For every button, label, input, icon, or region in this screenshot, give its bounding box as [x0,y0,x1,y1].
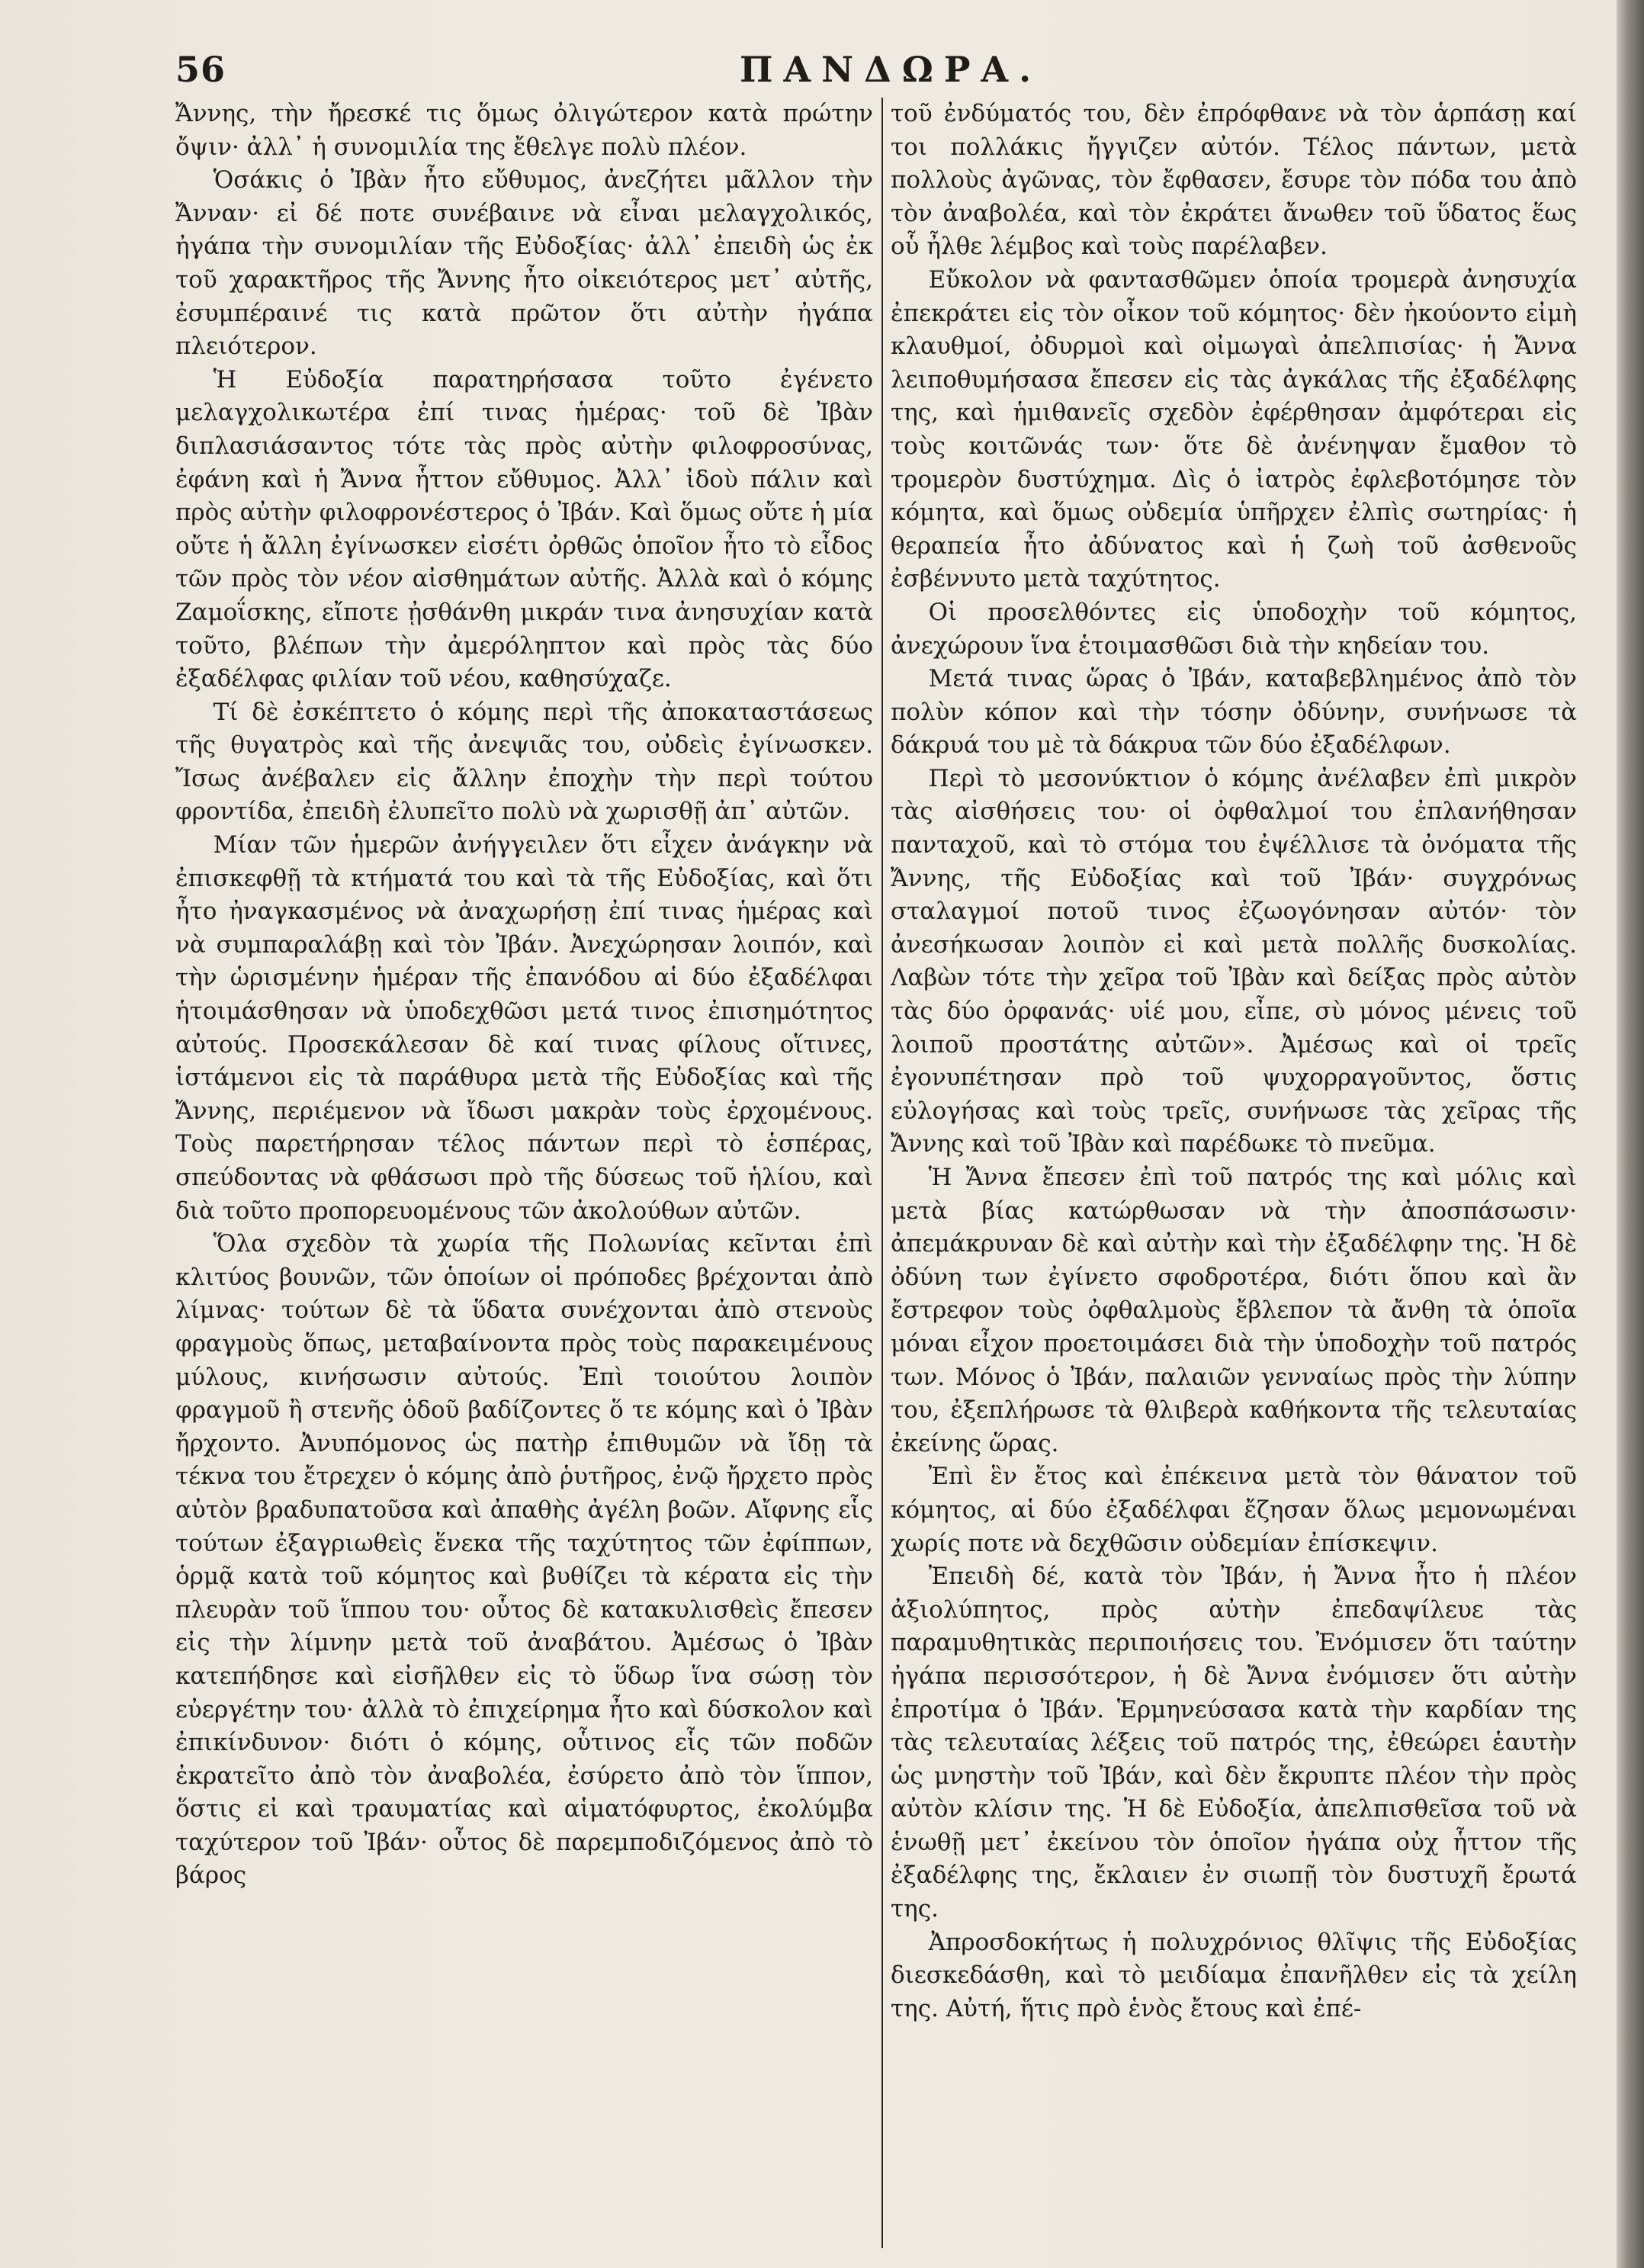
paragraph: Ὅλα σχεδὸν τὰ χωρία τῆς Πολωνίας κεῖνται ἐπὶ κλιτύος βουνῶν, τῶν ὁποίων οἱ πρόποδες βρέχονται ἀπὸ λίμνας· τούτων δὲ τὰ ὕδατα συνέχονται ἀπὸ στενοὺς φραγμοὺς ὅπως, μεταβαίνοντα πρὸς τοὺς παρακειμένους μύλους, κινήσωσιν αὐτούς. Ἐπὶ τοιούτου λοιπὸν φραγμοῦ ἢ στενῆς ὁδοῦ βαδίζοντες ὅ τε κόμης καὶ ὁ Ἰβὰν ἤρχοντο. Ἀνυπόμονος ὡς πατὴρ ἐπιθυμῶν νὰ ἴδῃ τὰ τέκνα του ἔτρεχεν ὁ κόμης ἀπὸ ῥυτῆρος, ἐνῷ ἤρχετο πρὸς αὐτὸν βραδυπατοῦσα καὶ ἀπαθὴς ἀγέλη βοῶν. Αἴφνης εἷς τούτων ἐξαγριωθεὶς ἕνεκα τῆς ταχύτητος τῶν ἐφίππων, ὁρμᾷ κατὰ τοῦ κόμητος καὶ βυθίζει τὰ κέρατα εἰς τὴν πλευρὰν τοῦ ἵππου του· οὗτος δὲ κατακυλισθεὶς ἔπεσεν εἰς τὴν λίμνην μετὰ τοῦ ἀναβάτου. Ἀμέσως ὁ Ἰβὰν κατεπήδησε καὶ εἰσῆλθεν εἰς τὸ ὕδωρ ἵνα σώσῃ τὸν εὐεργέτην του· ἀλλὰ τὸ ἐπιχείρημα ἦτο καὶ δύσκολον καὶ ἐπικίνδυνον· διότι ὁ κόμης, οὗτινος εἷς τῶν ποδῶν ἐκρατεῖτο ἀπὸ τὸν ἀναβολέα, ἐσύρετο ἀπὸ τὸν ἵππον, ὅστις εἰ καὶ τραυματίας καὶ αἱματόφυρτος, ἐκολύμβα ταχύτερον τοῦ Ἰβάν· οὗτος δὲ παρεμποδιζόμενος ἀπὸ τὸ βάρος [175,1230,873,1890]
paragraph: Ἐπὶ ἓν ἔτος καὶ ἐπέκεινα μετὰ τὸν θάνατον τοῦ κόμητος, αἱ δύο ἐξαδέλφαι ἔζησαν ὅλως μεμονωμέναι χωρίς ποτε νὰ δεχθῶσιν οὐδεμίαν ἐπίσκεψιν. [891,1463,1577,1557]
paragraph: Ὁσάκις ὁ Ἰβὰν ἦτο εὔθυμος, ἀνεζήτει μᾶλλον τὴν Ἄνναν· εἰ δέ ποτε συνέβαινε νὰ εἶναι μελαγχολικός, ἠγάπα τὴν συνομιλίαν τῆς Εὐδοξίας· ἀλλ᾽ ἐπειδὴ ὡς ἐκ τοῦ χαρακτῆρος τῆς Ἄννης ἦτο οἰκειότερος μετ᾽ αὐτῆς, ἐσυμπέραινέ τις κατὰ πρῶτον ὅτι αὐτὴν ἠγάπα πλειότερον. [175,166,873,361]
page-number: 56 [175,49,226,90]
paragraph: Περὶ τὸ μεσονύκτιον ὁ κόμης ἀνέλαβεν ἐπὶ μικρὸν τὰς αἰσθήσεις του· οἱ ὀφθαλμοί του ἐπλανήθησαν πανταχοῦ, καὶ τὸ στόμα του ἐψέλλισε τὰ ὀνόματα τῆς Ἄννης, τῆς Εὐδοξίας καὶ τοῦ Ἰβάν· συγχρόνως σταλαγμοί ποτοῦ τινος ἐζωογόνησαν αὐτόν· τὸν ἀνεσήκωσαν λοιπὸν εἰ καὶ μετὰ πολλῆς δυσκολίας. Λαβὼν τότε τὴν χεῖρα τοῦ Ἰβὰν καὶ δείξας πρὸς αὐτὸν τὰς δύο ὀρφανάς· υἱέ μου, εἶπε, σὺ μόνος μένεις τοῦ λοιποῦ προστάτης αὐτῶν». Ἀμέσως καὶ οἱ τρεῖς ἐγονυπέτησαν πρὸ τοῦ ψυχορραγοῦντος, ὅστις εὐλογήσας καὶ τοὺς τρεῖς, συνήνωσε τὰς χεῖρας τῆς Ἄννης καὶ τοῦ Ἰβὰν καὶ παρέδωκε τὸ πνεῦμα. [891,764,1577,1158]
paragraph: Ἡ Εὐδοξία παρατηρήσασα τοῦτο ἐγένετο μελαγχολικωτέρα ἐπί τινας ἡμέρας· τοῦ δὲ Ἰβὰν διπλασιάσαντος τότε τὰς πρὸς αὐτὴν φιλοφροσύνας, ἐφάνη καὶ ἡ Ἄννα ἧττον εὔθυμος. Ἀλλ᾽ ἰδοὺ πάλιν καὶ πρὸς αὐτὴν φιλοφρονέστερος ὁ Ἰβάν. Καὶ ὅμως οὔτε ἡ μία οὔτε ἡ ἄλλη ἐγίνωσκεν εἰσέτι ὀρθῶς ὁποῖον ἦτο τὸ εἶδος τῶν πρὸς τὸν νέον αἰσθημάτων αὐτῆς. Ἀλλὰ καὶ ὁ κόμης Ζαμοΐσκης, εἴποτε ᾐσθάνθη μικράν τινα ἀνησυχίαν κατὰ τοῦτο, βλέπων τὴν ἀμερόληπτον καὶ πρὸς τὰς δύο ἐξαδέλφας φιλίαν τοῦ νέου, καθησύχαζε. [175,365,873,693]
paragraph: Οἱ προσελθόντες εἰς ὑποδοχὴν τοῦ κόμητος, ἀνεχώρουν ἵνα ἑτοιμασθῶσι διὰ τὴν κηδείαν του. [891,598,1577,660]
paragraph: Ἡ Ἄννα ἔπεσεν ἐπὶ τοῦ πατρός της καὶ μόλις καὶ μετὰ βίας κατώρθωσαν νὰ τὴν ἀποσπάσωσιν· ἀπεμάκρυναν δὲ καὶ αὐτὴν καὶ τὴν ἐξαδέλφην της. Ἡ δὲ ὀδύνη των ἐγίνετο σφοδροτέρα, διότι ὅπου καὶ ἂν ἔστρεφον τοὺς ὀφθαλμοὺς ἔβλεπον τὰ ἄνθη τὰ ὁποῖα μόναι εἶχον προετοιμάσει διὰ τὴν ὑποδοχὴν τοῦ πατρός των. Μόνος ὁ Ἰβάν, παλαιῶν γενναίως πρὸς τὴν λύπην του, ἐξεπλήρωσε τὰ θλιβερὰ καθήκοντα τῆς τελευταίας ἐκείνης ὥρας. [891,1164,1577,1457]
paragraph: Ἐπειδὴ δέ, κατὰ τὸν Ἰβάν, ἡ Ἄννα ἦτο ἡ πλέον ἀξιολύπητος, πρὸς αὐτὴν ἐπεδαψίλευε τὰς παραμυθητικὰς περιποιήσεις του. Ἐνόμισεν ὅτι ταύτην ἠγάπα περισσότερον, ἡ δὲ Ἄννα ἐνόμισεν ὅτι αὐτὴν ἐπροτίμα ὁ Ἰβάν. Ἑρμηνεύσασα κατὰ τὴν καρδίαν της τὰς τελευταίας λέξεις τοῦ πατρός της, ἐθεώρει ἑαυτὴν ὡς μνηστὴν τοῦ Ἰβάν, καὶ δὲν ἔκρυπτε πλέον τὴν πρὸς αὐτὸν κλίσιν της. Ἡ δὲ Εὐδοξία, ἀπελπισθεῖσα τοῦ νὰ ἑνωθῇ μετ᾽ ἐκείνου τὸν ὁποῖον ἠγάπα οὐχ ἧττον τῆς ἐξαδέλφης της, ἔκλαιεν ἐν σιωπῇ τὸν δυστυχῆ ἔρωτά της. [891,1563,1577,1923]
paragraph: Μετά τινας ὥρας ὁ Ἰβάν, καταβεβλημένος ἀπὸ τὸν πολὺν κόπον καὶ τὴν τόσην ὀδύνην, συνήνωσε τὰ δάκρυά του μὲ τὰ δάκρυα τῶν δύο ἐξαδέλφων. [891,665,1577,760]
page-header [175,49,1586,95]
page-edge-shadow [1617,0,1644,2268]
running-title: ΠΑΝΔΩΡΑ. [740,49,1042,90]
paragraph: Εὔκολον νὰ φαντασθῶμεν ὁποία τρομερὰ ἀνησυχία ἐπεκράτει εἰς τὸν οἶκον τοῦ κόμητος· δὲν ἠκούοντο εἰμὴ κλαυθμοί, ὀδυρμοὶ καὶ οἰμωγαὶ ἀπελπισίας· ἡ Ἄννα λειποθυμήσασα ἔπεσεν εἰς τὰς ἀγκάλας τῆς ἐξαδέλφης της, καὶ ἡμιθανεῖς σχεδὸν ἐφέρθησαν ἀμφότεραι εἰς τοὺς κοιτῶνάς των· ὅτε δὲ ἀνένηψαν ἔμαθον τὸ τρομερὸν δυστύχημα. Δὶς ὁ ἰατρὸς ἐφλεβοτόμησε τὸν κόμητα, καὶ ὅμως οὐδεμία ὑπῆρχεν ἐλπὶς σωτηρίας· ἡ θεραπεία ἦτο ἀδύνατος καὶ ἡ ζωὴ τοῦ ἀσθενοῦς ἐσβέννυτο μετὰ ταχύτητος. [891,265,1577,593]
right-column [891,98,1577,2248]
paragraph: τοῦ ἐνδύματός του, δὲν ἐπρόφθανε νὰ τὸν ἁρπάσῃ καί τοι πολλάκις ἤγγιζεν αὐτόν. Τέλος πάντων, μετὰ πολλοὺς ἀγῶνας, τὸν ἔφθασεν, ἔσυρε τὸν πόδα του ἀπὸ τὸν ἀναβολέα, καὶ τὸν ἐκράτει ἄνωθεν τοῦ ὕδατος ἕως οὗ ἦλθε λέμβος καὶ τοὺς παρέλαβεν. [891,100,1577,261]
paragraph: Ἀπροσδοκήτως ἡ πολυχρόνιος θλῖψις τῆς Εὐδοξίας διεσκεδάσθη, καὶ τὸ μειδίαμα ἐπανῆλθεν εἰς τὰ χείλη της. Αὐτή, ἥτις πρὸ ἑνὸς ἔτους καὶ ἐπέ- [891,1928,1577,2022]
left-column [175,98,873,2248]
paragraph: Τί δὲ ἐσκέπτετο ὁ κόμης περὶ τῆς ἀποκαταστάσεως τῆς θυγατρὸς καὶ τῆς ἀνεψιᾶς του, οὐδεὶς ἐγίνωσκεν. Ἴσως ἀνέβαλεν εἰς ἄλλην ἐποχὴν τὴν περὶ τούτου φροντίδα, ἐπειδὴ ἐλυπεῖτο πολὺ νὰ χωρισθῇ ἀπ᾽ αὐτῶν. [175,698,873,826]
paragraph: Μίαν τῶν ἡμερῶν ἀνήγγειλεν ὅτι εἶχεν ἀνάγκην νὰ ἐπισκεφθῇ τὰ κτήματά του καὶ τὰ τῆς Εὐδοξίας, καὶ ὅτι ἦτο ἠναγκασμένος νὰ ἀναχωρήσῃ ἐπί τινας ἡμέρας καὶ νὰ συμπαραλάβῃ καὶ τὸν Ἰβάν. Ἀνεχώρησαν λοιπόν, καὶ τὴν ὡρισμένην ἡμέραν τῆς ἐπανόδου αἱ δύο ἐξαδέλφαι ἡτοιμάσθησαν νὰ ὑποδεχθῶσι μετά τινος ἐπισημότητος αὐτούς. Προσεκάλεσαν δὲ καί τινας φίλους οἵτινες, ἱστάμενοι εἰς τὰ παράθυρα μετὰ τῆς Εὐδοξίας καὶ τῆς Ἄννης, περιέμενον νὰ ἴδωσι μακρὰν τοὺς ἐρχομένους. Τοὺς παρετήρησαν τέλος πάντων περὶ τὸ ἑσπέρας, σπεύδοντας νὰ φθάσωσι πρὸ τῆς δύσεως τοῦ ἡλίου, καὶ διὰ τοῦτο προπορευομένους τῶν ἀκολούθων αὐτῶν. [175,831,873,1225]
column-divider [881,98,883,2248]
paragraph: Ἄννης, τὴν ἤρεσκέ τις ὅμως ὀλιγώτερον κατὰ πρώτην ὄψιν· ἀλλ᾽ ἡ συνομιλία της ἔθελγε πολὺ πλέον. [175,100,873,161]
